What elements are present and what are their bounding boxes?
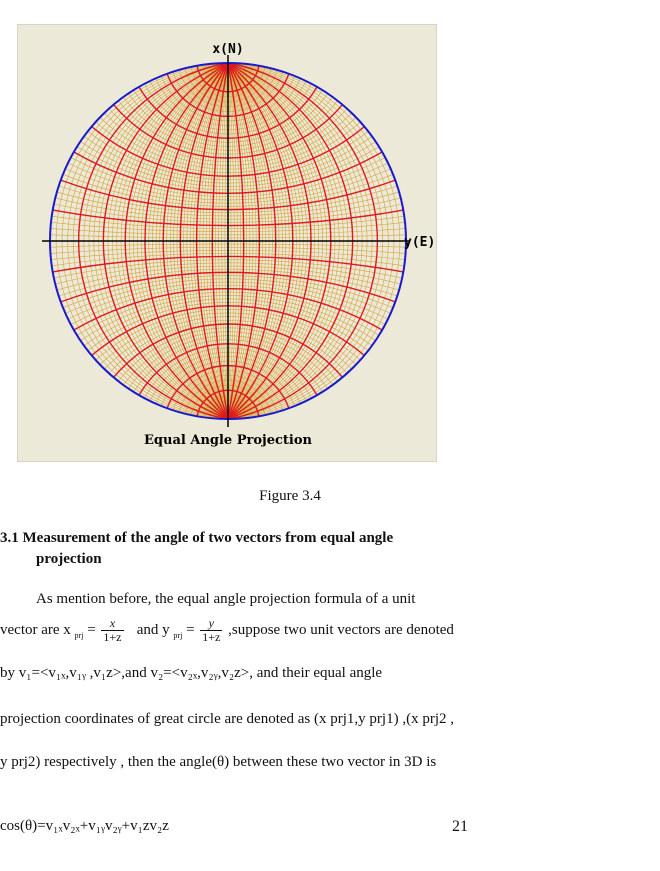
equals-sign: = bbox=[87, 621, 96, 638]
fraction-numerator: x bbox=[101, 617, 123, 631]
subscript: prj bbox=[74, 630, 84, 640]
text-run: vector are x bbox=[0, 621, 71, 638]
y-axis-label: y(E) bbox=[404, 235, 436, 250]
x-axis-label: x(N) bbox=[212, 42, 244, 57]
text-run: ,suppose two unit vectors are denoted bbox=[228, 621, 454, 638]
body-paragraph-line5: y prj2) respectively , then the angle(θ) between these two vector in 3D is bbox=[0, 754, 437, 770]
subscript: prj bbox=[173, 630, 183, 640]
body-paragraph-line1: As mention before, the equal angle projection formula of a unit bbox=[36, 591, 416, 607]
fraction-denominator: 1+z bbox=[202, 630, 221, 644]
body-paragraph-line2 bbox=[0, 617, 454, 644]
fraction-x bbox=[101, 617, 123, 644]
equals-sign: = bbox=[186, 621, 195, 638]
body-paragraph-line3: by v₁=<v₁ₓ,v₁ᵧ ,v₁z>,and v₂=<v₂ₓ,v₂ᵧ,v₂z>, and their equal angle bbox=[0, 665, 383, 681]
section-heading-line2: projection bbox=[36, 551, 102, 567]
figure-caption: Figure 3.4 bbox=[259, 488, 321, 504]
fraction-y bbox=[200, 617, 222, 644]
text-run: and y bbox=[136, 621, 170, 638]
body-paragraph-line6: cos(θ)=v₁ₓv₂ₓ+v₁ᵧv₂ᵧ+v₁zv₂z bbox=[0, 818, 169, 834]
body-paragraph-line4: projection coordinates of great circle are denoted as (x prj1,y prj1) ,(x prj2 , bbox=[0, 711, 454, 727]
equal-angle-net bbox=[18, 25, 438, 463]
plot-title: Equal Angle Projection bbox=[144, 433, 312, 448]
fraction-numerator: y bbox=[200, 617, 222, 631]
page-number: 21 bbox=[452, 818, 468, 835]
fraction-denominator: 1+z bbox=[103, 630, 122, 644]
section-heading-line1: 3.1 Measurement of the angle of two vectors from equal angle bbox=[0, 530, 394, 546]
stereonet-figure bbox=[17, 24, 437, 462]
